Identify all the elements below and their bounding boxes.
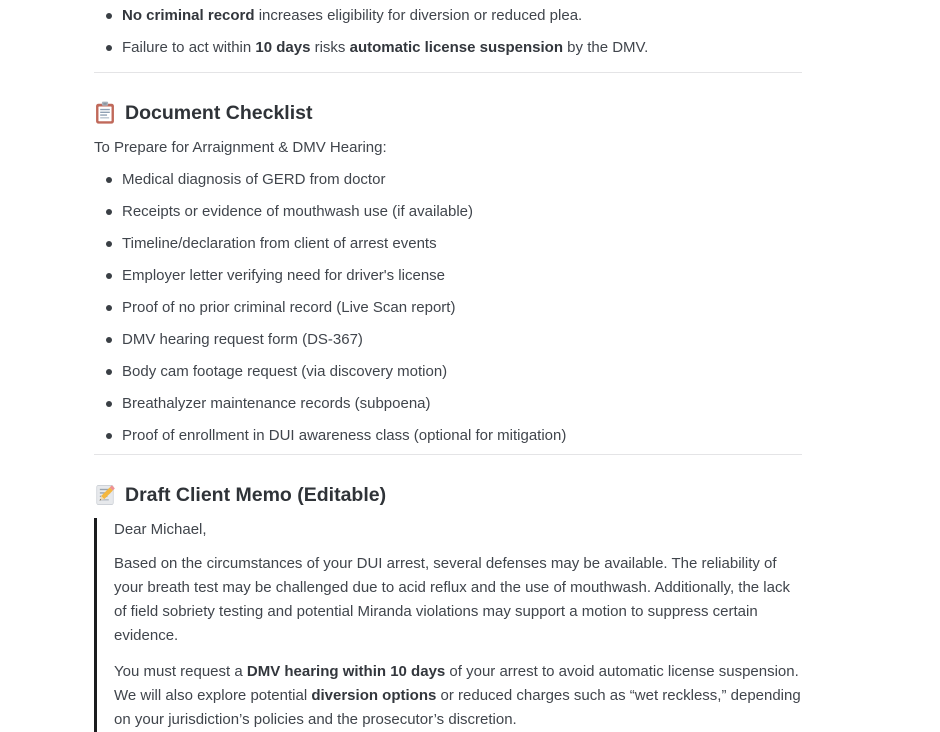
list-item: Timeline/declaration from client of arrest events (94, 232, 802, 256)
memo-paragraph: Based on the circumstances of your DUI arrest, several defenses may be available. The reliability of your breath test may be challenged due to acid reflux and the use of mouthwash. Additionally, the lack of field sobriety testing and potential Miranda violations may support a motion to suppress certain evidence. (114, 555, 790, 644)
checklist-items (94, 168, 802, 448)
bold-text: No criminal record (122, 7, 255, 24)
intro-bullet-list (94, 0, 802, 60)
memo-paragraph: Dear Michael, (114, 521, 207, 538)
section-divider (94, 72, 802, 73)
checklist-section-heading (94, 100, 802, 126)
bold-text: diversion options (311, 687, 437, 704)
list-item: Employer letter verifying need for driver's license (94, 264, 802, 288)
clipboard-icon (94, 101, 116, 125)
list-item: Failure to act within 10 days risks automatic license suspension by the DMV. (94, 36, 802, 60)
list-item: Medical diagnosis of GERD from doctor (94, 168, 802, 192)
memo-section-heading (94, 482, 802, 508)
bold-text: automatic license suspension (349, 39, 564, 56)
list-item: Receipts or evidence of mouthwash use (if available) (94, 200, 802, 224)
checklist-subtitle: To Prepare for Arraignment & DMV Hearing: (94, 139, 387, 156)
list-item: Proof of no prior criminal record (Live Scan report) (94, 296, 802, 320)
list-item: Body cam footage request (via discovery motion) (94, 360, 802, 384)
checklist-section-title: Document Checklist (125, 102, 313, 124)
list-item: No criminal record increases eligibility for diversion or reduced plea. (94, 4, 802, 28)
bold-text: DMV hearing within 10 days (246, 663, 446, 680)
list-item: Breathalyzer maintenance records (subpoena) (94, 392, 802, 416)
memo-paragraph: You must request a DMV hearing within 10 days of your arrest to avoid automatic license suspension. We will also explore potential diversion options or reduced charges such as “wet reckless,” depending on your jurisdiction’s policies and the prosecutor’s discretion. (114, 663, 801, 728)
memo-editable-quote[interactable] (94, 518, 802, 732)
memo-section-title: Draft Client Memo (Editable) (125, 484, 387, 506)
memo-icon (94, 484, 116, 506)
section-divider (94, 454, 802, 455)
bold-text: 10 days (255, 39, 311, 56)
memo-section (94, 482, 802, 732)
list-item: Proof of enrollment in DUI awareness class (optional for mitigation) (94, 424, 802, 448)
list-item: DMV hearing request form (DS-367) (94, 328, 802, 352)
checklist-section (94, 100, 802, 448)
